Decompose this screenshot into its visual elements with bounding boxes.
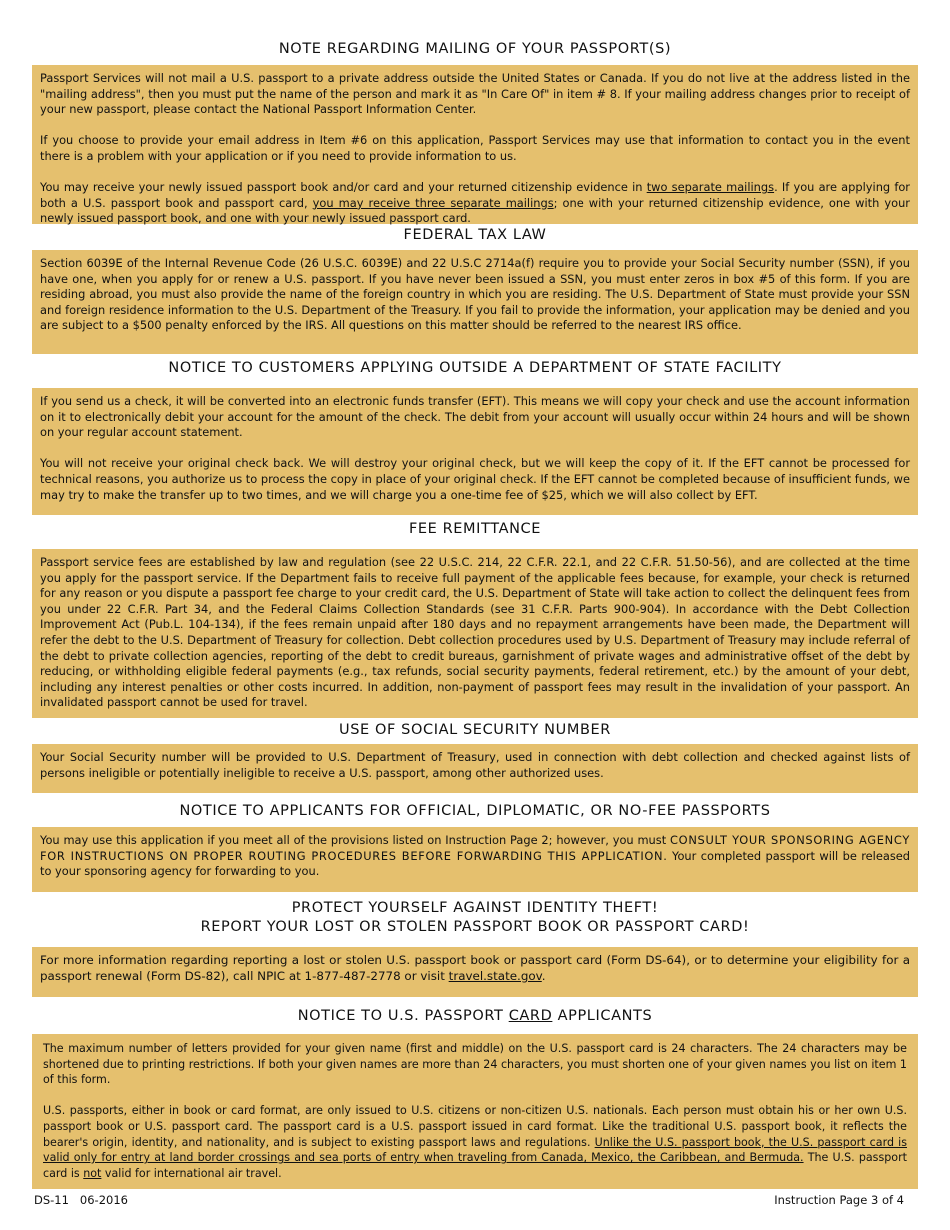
card-paragraph-2: U.S. passports, either in book or card format, are only issued to U.S. citizens or non-citizen U.S. nationals. Each person must obtain his or her own U.S. passport book or U.S. passport card. The passport card is a U.S. passport issued in card format. Like the traditional U.S. passport book, it reflects the bearer's origin, identity, and nationality, and is subject to existing passport laws and regulations. Unlike the U.S. passport book, the U.S. passport card is valid only for entry at land border crossings and sea ports of entry when traveling from Canada, Mexico, the Caribbean, and Bermuda. The U.S. passport card is not valid for international air travel. (43, 1104, 907, 1180)
section-mailing (32, 65, 918, 224)
form-id: DS-11 (34, 1193, 69, 1207)
consult-sponsoring-agency-text: CONSULT YOUR SPONSORING AGENCY FOR INSTRUCTIONS ON PROPER ROUTING PROCEDURES BEFORE FORWARDING THIS APPLICATION. (40, 833, 910, 863)
heading-identity-theft-line-1: PROTECT YOURSELF AGAINST IDENTITY THEFT! (291, 900, 659, 916)
eft-paragraph-1: If you send us a check, it will be converted into an electronic funds transfer (EFT). This means we will copy your check and use the account information on it to electronically debit your account for the amount of the check. The debit from your account will usually occur within 24 hours and will be shown on your regular account statement. (40, 394, 910, 440)
heading-identity-theft-line-2: REPORT YOUR LOST OR STOLEN PASSPORT BOOK OR PASSPORT CARD! (200, 919, 750, 935)
mailing-paragraph-3: You may receive your newly issued passport book and/or card and your returned citizenship evidence in two separate mailings. If you are applying for both a U.S. passport book and passport card, you may receive three separate mailings; one with your returned citizenship evidence, one with your newly issued passport book, and one with your newly issued passport card. (40, 180, 910, 226)
section-federal-tax-law (32, 250, 918, 354)
identity-paragraph: For more information regarding reporting a lost or stolen U.S. passport book or passport card (Form DS-64), or to determine your eligibility for a passport renewal (Form DS-82), call NPIC at 1-877-487-2778 or visit travel.state.gov. (40, 953, 910, 983)
section-use-of-ssn (32, 744, 918, 793)
card-validity-text: Unlike the U.S. passport book, the U.S. passport card is valid only for entry at land border crossings and sea ports of entry when traveling from Canada, Mexico, the Caribbean, and Bermuda. (43, 1135, 907, 1165)
section-passport-card (32, 1034, 918, 1189)
form-id-footer (34, 1193, 128, 1207)
page-number-footer: Instruction Page 3 of 4 (774, 1193, 904, 1207)
travel-state-gov-link[interactable]: travel.state.gov (448, 968, 542, 983)
heading-notice-outside-facility: NOTICE TO CUSTOMERS APPLYING OUTSIDE A DEPARTMENT OF STATE FACILITY (168, 360, 782, 376)
card-underlined-word: CARD (508, 1008, 553, 1024)
heading-use-of-ssn: USE OF SOCIAL SECURITY NUMBER (339, 722, 611, 738)
official-paragraph: You may use this application if you meet all of the provisions listed on Instruction Page 2; however, you must CONSULT YOUR SPONSORING AGENCY FOR INSTRUCTIONS ON PROPER ROUTING PROCEDURES BEFORE FORWARDING THIS APPLICATION. Your completed passport will be released to your sponsoring agency for forwarding to you. (40, 833, 911, 879)
heading-passport-card: NOTICE TO U.S. PASSPORT CARD APPLICANTS (297, 1008, 653, 1024)
section-official-passports (32, 827, 918, 892)
section-notice-outside-facility (32, 388, 918, 515)
three-separate-mailings-text: you may receive three separate mailings (312, 195, 554, 210)
fee-paragraph: Passport service fees are established by law and regulation (see 22 U.S.C. 214, 22 C.F.R. 22.1, and 22 C.F.R. 51.50-56), and are collected at the time you apply for the passport service. If the Department fails to receive full payment of the applicable fees because, for example, your check is returned for any reason or you dispute a passport fee charge to your credit card, the U.S. Department of State will take action to collect the delinquent fees from you under 22 C.F.R. Part 34, and the Federal Claims Collection Standards (see 31 C.F.R. Parts 900-904). In accordance with the Debt Collection Improvement Act (Pub.L. 104-134), if the fees remain unpaid after 180 days and no repayment arrangements have been made, the Department will refer the debt to the U.S. Department of Treasury for collection. Debt collection procedures used by U.S. Department of Treasury may include referral of the debt to private collection agencies, reporting of the debt to credit bureaus, garnishment of private wages and administrative offset of the debt by reducing, or withholding eligible federal payments (e.g., tax refunds, social security payments, federal retirement, etc.) by the amount of your debt, including any interest penalties or other costs incurred. In addition, non-payment of passport fees may result in the invalidation of your passport. An invalidated passport cannot be used for travel. (40, 555, 910, 710)
mailing-paragraph-1: Passport Services will not mail a U.S. passport to a private address outside the United States or Canada. If you do not live at the address listed in the "mailing address", then you must put the name of the person and mark it as "In Care Of" in item # 8. If your mailing address changes prior to receipt of your new passport, please contact the National Passport Information Center. (40, 71, 910, 117)
tax-paragraph: Section 6039E of the Internal Revenue Code (26 U.S.C. 6039E) and 22 U.S.C 2714a(f) require you to provide your Social Security number (SSN), if you have one, when you apply for or renew a U.S. passport. If you have never been issued a SSN, you must enter zeros in box #5 of this form. If you are residing abroad, you must also provide the name of the foreign country in which you are residing. The U.S. Department of State must provide your SSN and foreign residence information to the U.S. Department of the Treasury. If you fail to provide the information, your application may be denied and you are subject to a $500 penalty enforced by the IRS. All questions on this matter should be referred to the nearest IRS office. (40, 256, 910, 333)
ssn-paragraph: Your Social Security number will be provided to U.S. Department of Treasury, used in connection with debt collection and checked against lists of persons ineligible or potentially ineligible to receive a U.S. passport, among other authorized uses. (40, 750, 910, 780)
form-date: 06-2016 (79, 1193, 128, 1207)
section-identity-theft (32, 947, 918, 997)
two-separate-mailings-text: two separate mailings (646, 180, 775, 195)
heading-federal-tax-law: FEDERAL TAX LAW (403, 227, 547, 243)
section-fee-remittance (32, 549, 918, 718)
heading-fee-remittance: FEE REMITTANCE (408, 521, 542, 537)
heading-official-passports: NOTICE TO APPLICANTS FOR OFFICIAL, DIPLOMATIC, OR NO-FEE PASSPORTS (179, 803, 771, 819)
card-paragraph-1: The maximum number of letters provided for your given name (first and middle) on the U.S. passport card is 24 characters. The 24 characters may be shortened due to printing restrictions. If both your given names are more than 24 characters, you must shorten one of your given names you list on item 1 of this form. (43, 1042, 907, 1087)
eft-paragraph-2: You will not receive your original check back. We will destroy your original check, but we will keep the copy of it. If the EFT cannot be processed for technical reasons, you authorize us to process the copy in place of your original check. If the EFT cannot be completed because of insufficient funds, we may try to make the transfer up to two times, and we will charge you a one-time fee of $25, which we will also collect by EFT. (40, 456, 910, 502)
not-underlined-word: not (83, 1166, 102, 1180)
heading-mailing: NOTE REGARDING MAILING OF YOUR PASSPORT(S) (278, 41, 672, 57)
mailing-paragraph-2: If you choose to provide your email address in Item #6 on this application, Passport Services may use that information to contact you in the event there is a problem with your application or if you need to provide information to us. (40, 133, 910, 163)
